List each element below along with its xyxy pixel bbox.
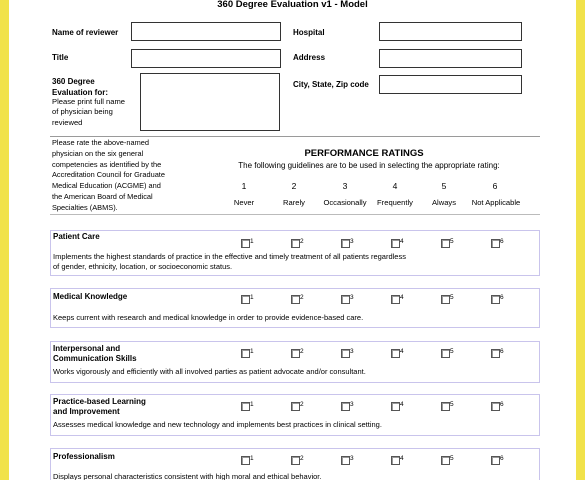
rating-checkbox-1[interactable]: 1 xyxy=(241,456,252,465)
competency-title: Interpersonal and Communication Skills xyxy=(53,344,137,363)
competency-description: Implements the highest standards of practice in the effective and timely treatment of all patients regardless of gender, ethnicity, location, or socioeconomic status. xyxy=(53,252,406,271)
competency-section-patient-care xyxy=(50,230,540,276)
rating-checkbox-2[interactable]: 2 xyxy=(291,239,302,248)
competency-description: Keeps current with research and medical knowledge in order to provide evidence-based care. xyxy=(53,313,364,322)
competency-description: Displays personal characteristics consistent with high moral and ethical behavior. xyxy=(53,472,322,480)
performance-ratings-heading: PERFORMANCE RATINGS xyxy=(304,148,424,159)
rating-checkbox-5[interactable]: 5 xyxy=(441,349,452,358)
divider xyxy=(50,136,540,137)
city-state-zip-label: City, State, Zip code xyxy=(293,80,369,89)
rating-checkbox-4[interactable]: 4 xyxy=(391,239,402,248)
rating-checkbox-2[interactable]: 2 xyxy=(291,456,302,465)
competency-section-interpersonal-communication xyxy=(50,341,540,383)
rating-checkbox-3[interactable]: 3 xyxy=(341,456,352,465)
divider xyxy=(50,214,540,215)
rating-label-not-applicable: Not Applicable xyxy=(471,198,521,207)
title-field[interactable] xyxy=(131,49,281,68)
rating-label-frequently: Frequently xyxy=(377,198,413,207)
address-label: Address xyxy=(293,53,326,62)
name-of-reviewer-label: Name of reviewer xyxy=(52,28,119,37)
rating-checkbox-3[interactable]: 3 xyxy=(341,349,352,358)
rating-checkbox-4[interactable]: 4 xyxy=(391,295,402,304)
hospital-label: Hospital xyxy=(293,28,325,37)
competency-section-medical-knowledge xyxy=(50,288,540,328)
competency-description: Works vigorously and efficiently with all involved parties as patient advocate and/or consultant. xyxy=(53,367,366,376)
rating-number-6: 6 xyxy=(492,181,498,191)
city-state-zip-field[interactable] xyxy=(379,75,522,94)
rating-checkbox-3[interactable]: 3 xyxy=(341,295,352,304)
rating-label-never: Never xyxy=(233,198,255,207)
rating-label-occasionally: Occasionally xyxy=(323,198,367,207)
competency-section-professionalism xyxy=(50,448,540,480)
rating-number-2: 2 xyxy=(291,181,297,191)
rating-checkbox-1[interactable]: 1 xyxy=(241,402,252,411)
rating-number-1: 1 xyxy=(241,181,247,191)
competency-title: Medical Knowledge xyxy=(53,292,128,301)
competency-title: Patient Care xyxy=(53,232,100,241)
physician-name-field[interactable] xyxy=(140,73,280,131)
rating-checkbox-1[interactable]: 1 xyxy=(241,349,252,358)
hospital-field[interactable] xyxy=(379,22,522,41)
competency-title: Practice-based Learning and Improvement xyxy=(53,397,146,416)
rating-checkbox-4[interactable]: 4 xyxy=(391,402,402,411)
evaluation-form-page xyxy=(9,0,576,480)
rating-checkbox-3[interactable]: 3 xyxy=(341,402,352,411)
competency-section-practice-based-learning xyxy=(50,394,540,436)
title-label: Title xyxy=(52,53,69,62)
rating-checkbox-6[interactable]: 6 xyxy=(491,402,502,411)
evaluation-for-note: Please print full name of physician being reviewed xyxy=(52,97,126,127)
rating-checkbox-2[interactable]: 2 xyxy=(291,402,302,411)
instructions-text: Please rate the above-named physician on the six general competencies as identified by the Accreditation Council for Graduate Medical Education (ACGME) and the American Board of Medical Specialties (ABMS). xyxy=(52,138,165,212)
rating-checkbox-6[interactable]: 6 xyxy=(491,349,502,358)
rating-checkbox-6[interactable]: 6 xyxy=(491,456,502,465)
rating-checkbox-1[interactable]: 1 xyxy=(241,295,252,304)
rating-number-4: 4 xyxy=(392,181,398,191)
competency-description: Assesses medical knowledge and new technology and implements best practices in clinical setting. xyxy=(53,420,382,429)
rating-checkbox-4[interactable]: 4 xyxy=(391,349,402,358)
rating-checkbox-5[interactable]: 5 xyxy=(441,456,452,465)
rating-label-always: Always xyxy=(431,198,457,207)
rating-checkbox-2[interactable]: 2 xyxy=(291,349,302,358)
rating-checkbox-6[interactable]: 6 xyxy=(491,239,502,248)
rating-number-3: 3 xyxy=(342,181,348,191)
rating-checkbox-6[interactable]: 6 xyxy=(491,295,502,304)
rating-checkbox-4[interactable]: 4 xyxy=(391,456,402,465)
rating-label-rarely: Rarely xyxy=(283,198,305,207)
rating-checkbox-5[interactable]: 5 xyxy=(441,239,452,248)
rating-number-5: 5 xyxy=(441,181,447,191)
evaluation-for-label: 360 Degree Evaluation for: xyxy=(52,77,109,97)
rating-checkbox-5[interactable]: 5 xyxy=(441,295,452,304)
competency-title: Professionalism xyxy=(53,452,115,461)
name-of-reviewer-field[interactable] xyxy=(131,22,281,41)
rating-checkbox-5[interactable]: 5 xyxy=(441,402,452,411)
address-field[interactable] xyxy=(379,49,522,68)
form-title: 360 Degree Evaluation v1 - Model xyxy=(217,0,368,10)
ratings-guidelines-text: The following guidelines are to be used in selecting the appropriate rating: xyxy=(238,161,500,170)
rating-checkbox-3[interactable]: 3 xyxy=(341,239,352,248)
rating-checkbox-1[interactable]: 1 xyxy=(241,239,252,248)
rating-checkbox-2[interactable]: 2 xyxy=(291,295,302,304)
